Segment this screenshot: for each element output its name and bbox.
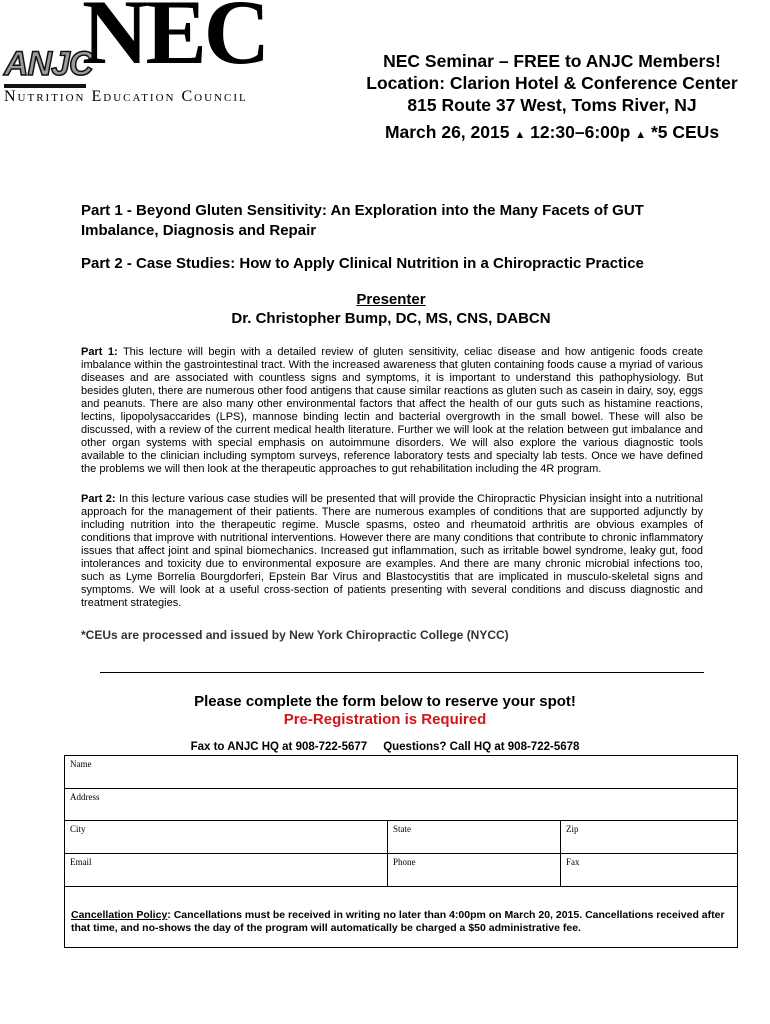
triangle-icon: ▲ — [635, 129, 647, 141]
seminar-title: NEC Seminar – FREE to ANJC Members! — [383, 51, 721, 71]
city-state-zip-row — [65, 821, 737, 854]
part2-title: Part 2 - Case Studies: How to Apply Clinical Nutrition in a Chiropractic Practice — [81, 255, 644, 272]
seminar-time: 12:30–6:00p — [530, 122, 631, 142]
address-field[interactable] — [65, 789, 737, 821]
seminar-date-line — [352, 121, 752, 146]
email-phone-fax-row — [65, 854, 737, 887]
presenter-label: Presenter — [356, 291, 426, 308]
registration-form — [64, 755, 738, 948]
part2-label: Part 2: — [81, 493, 116, 505]
name-field[interactable] — [65, 756, 737, 789]
state-field[interactable] — [387, 821, 560, 853]
cancellation-text: : Cancellations must be received in writing no later than 4:00pm on March 20, 2015. Cancellations received after that time, and no-shows the day of the program will automatically be charged a $50 administrative fee. — [71, 909, 725, 934]
questions-phone: Questions? Call HQ at 908-722-5678 — [383, 741, 580, 753]
fax-number: Fax to ANJC HQ at 908-722-5677 — [190, 741, 368, 753]
part1-text: This lecture will begin with a detailed review of gluten sensitivity, celiac disease and how antigenic foods create imbalance within the gastrointestinal tract. With the increased awareness that gluten containing foods cause a myriad of various diseases and are associated with countless signs and symptoms, it is important to understand this pathophysiology. But besides gluten, there are numerous other food antigens that cause similar reactions as gluten such as casein in dairy, soy, eggs and peanuts. There are also many other environmental factors that affect the health of our guts such as histamine reactions, lectins, lipopolysaccarides (LPS), mannose binding lectin and bacterial overgrowth in the small bowel. These will also be discussed, with a review of the current medical health literature. Further we will look at the relation between gut imbalance and other organ systems with special emphasis on autoimmune disorders. We will also explore the various diagnostic tools available to the clinician including symptom surveys, reference laboratory tests and specialty lab tests. Once we have defined the problems we will then look at the therapeutic approaches to gut rehabilitation including the 4R program. — [81, 346, 703, 475]
cancellation-policy-box — [65, 887, 737, 947]
council-name — [4, 88, 248, 106]
phone-label: Phone — [393, 857, 416, 867]
presenter-name: Dr. Christopher Bump, DC, MS, CNS, DABCN — [231, 310, 551, 327]
nec-logo — [0, 0, 290, 110]
part2-text: In this lecture various case studies will be presented that will provide the Chiropractic Physician insight into a nutritional approach for the management of their patients. There are numerous examples of conditions that are supported adjunctly by including nutrition into the therapeutic regime. Muscle spasms, osteo and rheumatoid arthritis are obvious examples of conditions that improve with nutritional interventions. However there are many conditions that contribute to chronic inflammatory issues that affect joint and spinal biomechanics. Increased gut inflammation, such as irritable bowel syndrome, leaky gut, food intolerances and toxicity due to environmental exposure are examples. And there are many chronic microbial infections too, such as Lyme Borrelia Bourgdorferi, Epstein Bar Virus and Blastocystitis that are implicated in musculo-skeletal signs and symptoms. We will look at a useful cross-section of patients presenting with several conditions and discuss diagnostic and treatment strategies. — [81, 493, 703, 609]
city-label: City — [70, 824, 86, 834]
reserve-heading: Please complete the form below to reserve your spot! — [194, 693, 576, 710]
fax-field[interactable] — [560, 854, 737, 886]
cancellation-label: Cancellation Policy — [71, 909, 168, 921]
seminar-ceus: *5 CEUs — [650, 122, 720, 142]
phone-field[interactable] — [387, 854, 560, 886]
seminar-date: March 26, 2015 — [384, 122, 510, 142]
triangle-icon: ▲ — [514, 129, 526, 141]
zip-field[interactable] — [560, 821, 737, 853]
email-label: Email — [70, 857, 92, 867]
zip-label: Zip — [566, 824, 579, 834]
address-label: Address — [70, 792, 100, 802]
ceu-note: *CEUs are processed and issued by New York Chiropractic College (NYCC) — [81, 628, 509, 642]
part1-description — [81, 346, 703, 476]
contact-line — [60, 741, 710, 753]
state-label: State — [393, 824, 411, 834]
seminar-address: 815 Route 37 West, Toms River, NJ — [407, 95, 697, 115]
anjc-logo-text: ANJC — [4, 45, 93, 83]
fax-label: Fax — [566, 857, 580, 867]
preregistration-required: Pre-Registration is Required — [283, 711, 487, 728]
part2-description — [81, 493, 703, 610]
divider — [100, 672, 704, 673]
name-label: Name — [70, 759, 92, 769]
cancellation-policy — [71, 909, 731, 935]
part1-title: Part 1 - Beyond Gluten Sensitivity: An Exploration into the Many Facets of GUT Imbalance, Diagnosis and Repair — [81, 202, 644, 239]
city-field[interactable] — [65, 821, 387, 853]
email-field[interactable] — [65, 854, 387, 886]
seminar-location: Location: Clarion Hotel & Conference Center — [366, 73, 738, 93]
nec-logo-text: NEC — [82, 0, 268, 83]
council-name-text: Nutrition Education Council — [4, 88, 248, 105]
part1-label: Part 1: — [81, 346, 118, 358]
